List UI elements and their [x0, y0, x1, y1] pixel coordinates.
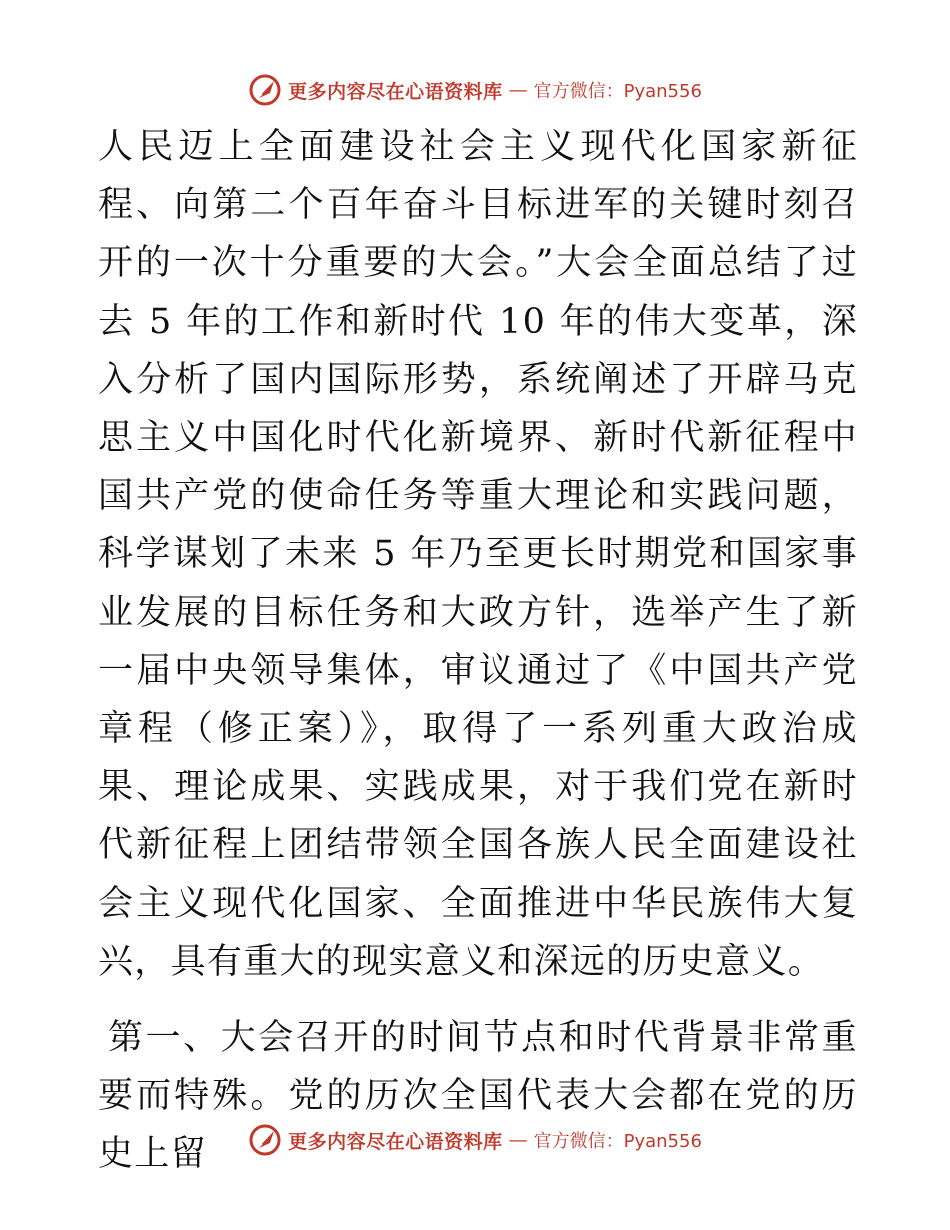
banner-dash: —: [508, 1129, 528, 1151]
banner-dash: —: [508, 79, 528, 101]
header-banner: [0, 70, 950, 110]
quill-logo-icon: [248, 1123, 282, 1157]
footer-banner: [0, 1120, 950, 1160]
body-paragraph-1: 人民迈上全面建设社会主义现代化国家新征程、向第二个百年奋斗目标进军的关键时刻召开的一次十分重要的大会。”大会全面总结了过去 5 年的工作和新时代 10 年的伟大变革，深入分析了国内国际形势，系统阐述了开辟马克思主义中国化时代化新境界、新时代新征程中国共产党的使命任务等重大理论和实践问题，科学谋划了未来 5 年乃至更长时期党和国家事业发展的目标任务和大政方针，选举产生了新一届中央领导集体，审议通过了《中国共产党章程（修正案）》，取得了一系列重大政治成果、理论成果、实践成果，对于我们党在新时代新征程上团结带领全国各族人民全面建设社会主义现代化国家、全面推进中华民族伟大复兴，具有重大的现实意义和深远的历史意义。: [98, 127, 858, 982]
body-paragraph-2: 第一、大会召开的时间节点和时代背景非常重要而特殊。党的历次全国代表大会都在党的历史上留: [98, 1018, 858, 1175]
banner-wechat-text: 官方微信：Pyan556: [533, 1131, 702, 1152]
quill-logo-icon: [248, 73, 282, 107]
banner-brand-text: 更多内容尽在心语资料库: [288, 1130, 503, 1153]
document-body: [98, 118, 858, 1184]
banner-wechat-text: 官方微信：Pyan556: [533, 81, 702, 102]
banner-brand-text: 更多内容尽在心语资料库: [288, 80, 503, 103]
